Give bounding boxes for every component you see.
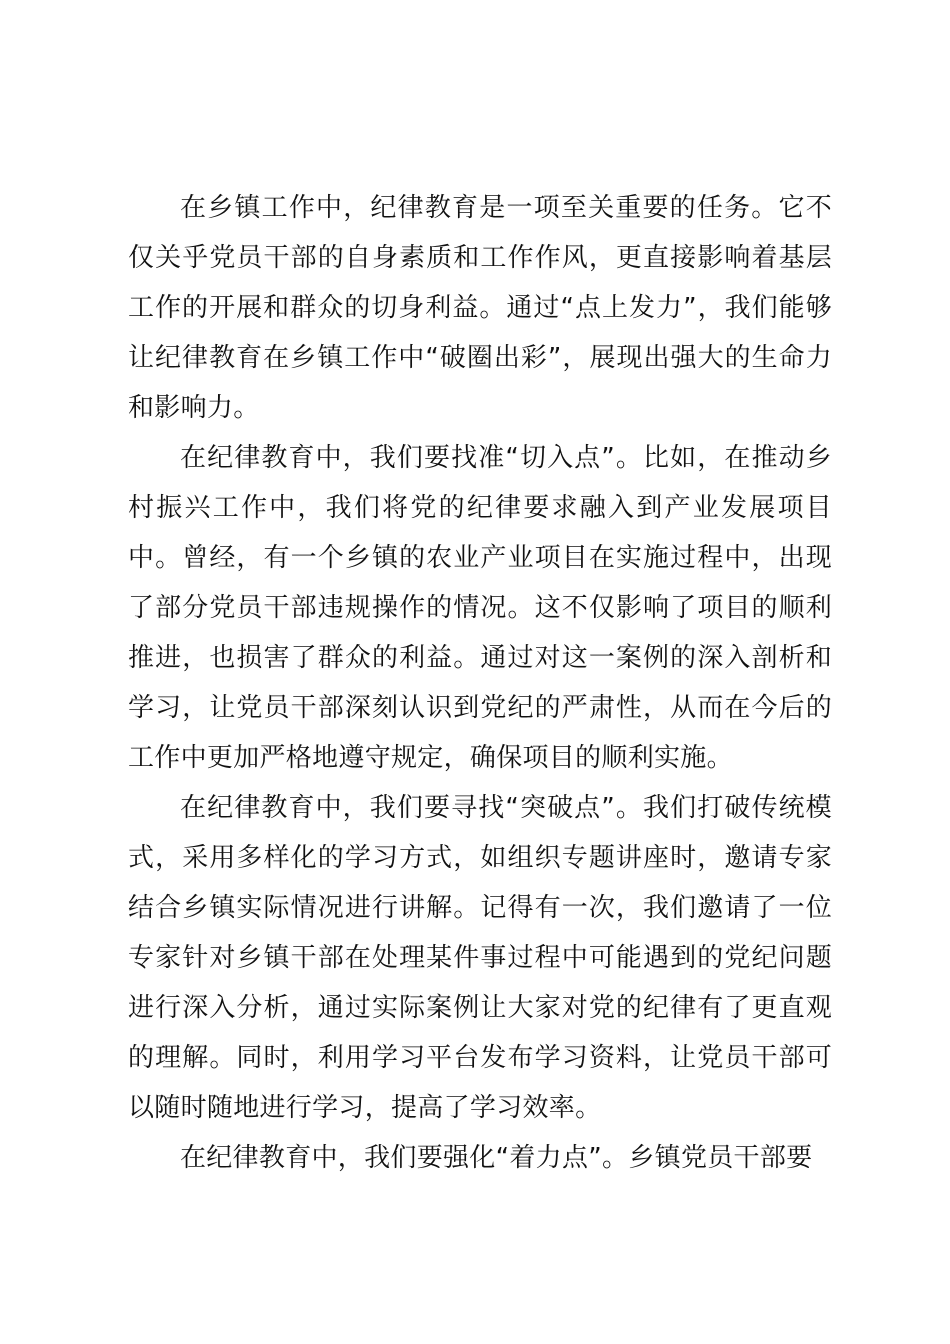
- paragraph-entry-point: 在纪律教育中，我们要找准“切入点”。比如，在推动乡村振兴工作中，我们将党的纪律要求融入到产业发展项目中。曾经，有一个乡镇的农业产业项目在实施过程中，出现了部分党员干部违规操作的情况。这不仅影响了项目的顺利推进，也损害了群众的利益。通过对这一案例的深入剖析和学习，让党员干部深刻认识到党纪的严肃性，从而在今后的工作中更加严格地遵守规定，确保项目的顺利实施。: [128, 443, 832, 773]
- paragraph-breakthrough-point: 在纪律教育中，我们要寻找“突破点”。我们打破传统模式，采用多样化的学习方式，如组织专题讲座时，邀请专家结合乡镇实际情况进行讲解。记得有一次，我们邀请了一位专家针对乡镇干部在处理某件事过程中可能遇到的党纪问题进行深入分析，通过实际案例让大家对党的纪律有了更直观的理解。同时，利用学习平台发布学习资料，让党员干部可以随时随地进行学习，提高了学习效率。: [128, 793, 832, 1123]
- document-page: [128, 183, 832, 1183]
- paragraph-intro: 在乡镇工作中，纪律教育是一项至关重要的任务。它不仅关乎党员干部的自身素质和工作作风，更直接影响着基层工作的开展和群众的切身利益。通过“点上发力”，我们能够让纪律教育在乡镇工作中“破圈出彩”，展现出强大的生命力和影响力。: [128, 193, 832, 423]
- paragraph-focus-point: 在纪律教育中，我们要强化“着力点”。乡镇党员干部要: [180, 1143, 813, 1173]
